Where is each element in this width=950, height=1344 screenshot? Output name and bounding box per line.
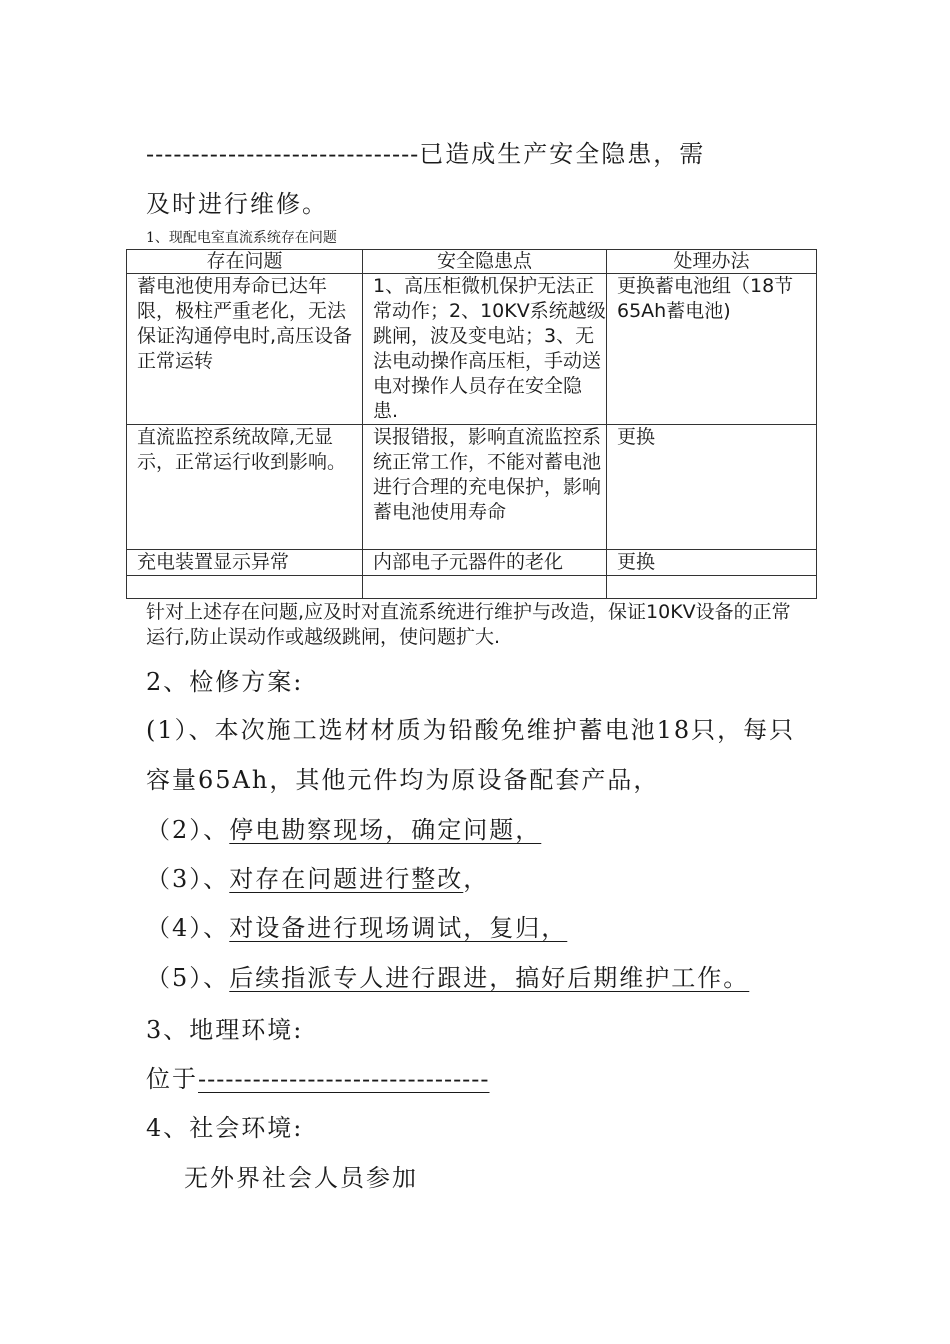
- plan-item-3-prefix: （3）、: [146, 865, 230, 893]
- plan-item-2-prefix: （2）、: [146, 816, 230, 844]
- plan-item-3: [146, 859, 489, 894]
- header-hazard: 安全隐患点: [363, 250, 607, 274]
- plan-item-5: [146, 958, 749, 993]
- location-blank-line: --------------------------------: [198, 1065, 490, 1093]
- cell-empty: [127, 576, 363, 599]
- intro-text: 已造成生产安全隐患，需: [419, 140, 706, 168]
- section-2-title: 2、检修方案:: [146, 668, 304, 696]
- table-row-empty: [127, 576, 817, 599]
- cell-solution: 更换: [607, 550, 817, 576]
- table-row: [127, 550, 817, 576]
- cell-hazard: 1、高压柜微机保护无法正常动作；2、10KV系统越级跳闸，波及变电站；3、无法电动操作高压柜，手动送电对操作人员存在安全隐患.: [363, 274, 607, 425]
- plan-item-4: [146, 908, 567, 943]
- plan-item-1-line-2: 容量65Ah，其他元件均为原设备配套产品，: [146, 766, 660, 794]
- header-solution: 处理办法: [607, 250, 817, 274]
- table-header-row: [127, 250, 817, 274]
- cell-hazard: 误报错报，影响直流监控系统正常工作，不能对蓄电池进行合理的充电保护，影响蓄电池使用寿命: [363, 425, 607, 550]
- plan-item-2: [146, 810, 541, 845]
- intro-line-1: [146, 134, 705, 169]
- cell-solution: 更换: [607, 425, 817, 550]
- plan-item-1-line-1: (1）、本次施工选材材质为铅酸免维护蓄电池18只，每只: [146, 716, 796, 744]
- social-environment-text: 无外界社会人员参加: [184, 1164, 418, 1192]
- cell-empty: [607, 576, 817, 599]
- plan-item-5-prefix: （5）、: [146, 964, 230, 992]
- cell-problem: 充电装置显示异常: [127, 550, 363, 576]
- issues-table: [126, 249, 817, 599]
- location-label: 位于: [146, 1065, 198, 1093]
- section-3-title: 3、地理环境:: [146, 1016, 304, 1044]
- plan-item-3-suffix: ，: [463, 865, 490, 893]
- plan-item-4-prefix: （4）、: [146, 914, 230, 942]
- table-caption: 1、现配电室直流系统存在问题: [146, 230, 337, 246]
- plan-item-2-text: 停电勘察现场，确定问题，: [229, 816, 542, 844]
- plan-item-5-text: 后续指派专人进行跟进，搞好后期维护工作。: [229, 964, 750, 992]
- cell-solution: 更换蓄电池组（18节65Ah蓄电池): [607, 274, 817, 425]
- cell-empty: [363, 576, 607, 599]
- plan-item-4-text: 对设备进行现场调试，复归，: [229, 914, 568, 942]
- table-row: [127, 274, 817, 425]
- section-4-title: 4、社会环境:: [146, 1114, 304, 1142]
- location-line: [146, 1059, 490, 1094]
- cell-hazard: 内部电子元器件的老化: [363, 550, 607, 576]
- intro-blank-line: ------------------------------: [146, 140, 420, 168]
- table-row: [127, 425, 817, 550]
- summary-paragraph: 针对上述存在问题,应及时对直流系统进行维护与改造，保证10KV设备的正常运行,防止误动作或越级跳闸，使问题扩大.: [146, 601, 791, 648]
- intro-line-2: 及时进行维修。: [146, 190, 328, 218]
- cell-problem: 蓄电池使用寿命已达年限，极柱严重老化，无法保证沟通停电时,高压设备正常运转: [127, 274, 363, 425]
- header-problem: 存在问题: [127, 250, 363, 274]
- plan-item-3-text: 对存在问题进行整改: [229, 865, 464, 893]
- cell-problem: 直流监控系统故障,无显示，正常运行收到影响。: [127, 425, 363, 550]
